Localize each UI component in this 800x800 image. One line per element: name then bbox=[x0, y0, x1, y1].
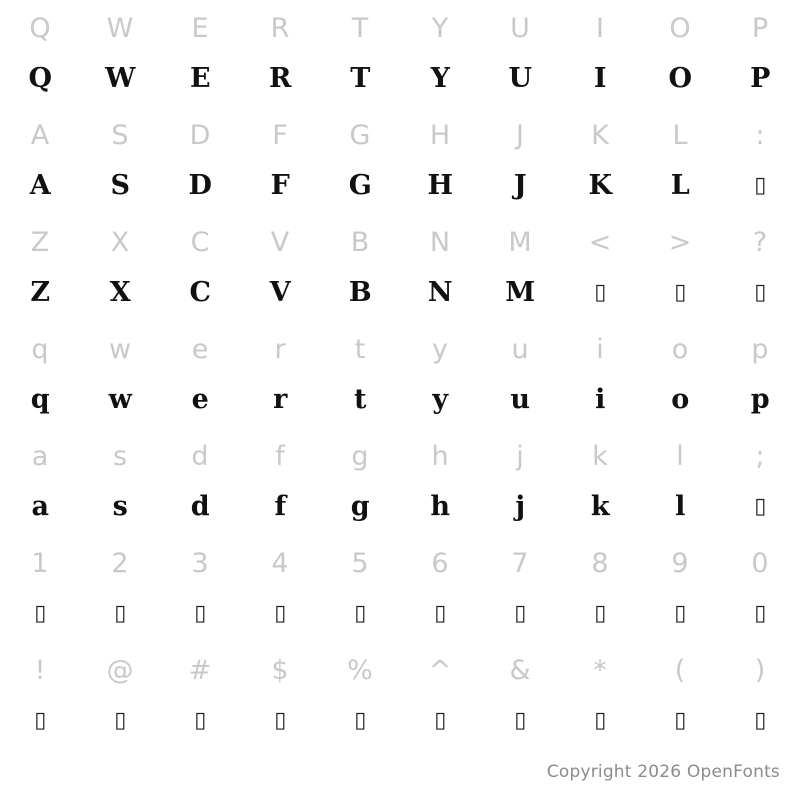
specimen-glyph: ▯ bbox=[274, 601, 286, 626]
reference-glyph: * bbox=[593, 655, 607, 686]
reference-glyph: Y bbox=[431, 13, 449, 44]
specimen-glyph: V bbox=[269, 277, 291, 308]
specimen-glyph: ▯ bbox=[434, 708, 446, 733]
reference-glyph: d bbox=[191, 441, 209, 472]
specimen-glyph: ▯ bbox=[354, 601, 366, 626]
specimen-glyph: j bbox=[515, 491, 525, 522]
reference-glyph: : bbox=[755, 120, 765, 151]
specimen-glyph: D bbox=[188, 170, 212, 201]
specimen-glyph: o bbox=[671, 384, 689, 415]
specimen-row bbox=[0, 482, 800, 532]
specimen-glyph: J bbox=[513, 170, 527, 201]
reference-glyph: S bbox=[111, 120, 129, 151]
reference-glyph: 6 bbox=[431, 548, 449, 579]
reference-glyph: s bbox=[112, 441, 128, 472]
specimen-glyph: ▯ bbox=[114, 708, 126, 733]
specimen-glyph: h bbox=[430, 491, 450, 522]
reference-glyph: ? bbox=[752, 227, 768, 258]
reference-glyph: % bbox=[347, 655, 373, 686]
specimen-glyph: ▯ bbox=[674, 280, 686, 305]
specimen-glyph: ▯ bbox=[594, 601, 606, 626]
reference-row bbox=[0, 432, 800, 482]
reference-glyph: 3 bbox=[191, 548, 209, 579]
specimen-glyph: X bbox=[109, 277, 131, 308]
reference-row bbox=[0, 539, 800, 589]
reference-row bbox=[0, 4, 800, 54]
specimen-glyph: S bbox=[110, 170, 130, 201]
specimen-glyph: W bbox=[105, 63, 135, 94]
reference-glyph: g bbox=[351, 441, 369, 472]
specimen-glyph: F bbox=[270, 170, 290, 201]
reference-glyph: R bbox=[270, 13, 290, 44]
specimen-row bbox=[0, 268, 800, 318]
specimen-glyph: ▯ bbox=[274, 708, 286, 733]
reference-glyph: f bbox=[275, 441, 285, 472]
reference-glyph: i bbox=[596, 334, 604, 365]
specimen-glyph: ▯ bbox=[34, 708, 46, 733]
specimen-glyph: ▯ bbox=[34, 601, 46, 626]
reference-row bbox=[0, 111, 800, 161]
specimen-row bbox=[0, 589, 800, 639]
reference-glyph: q bbox=[31, 334, 49, 365]
specimen-glyph: C bbox=[189, 277, 211, 308]
specimen-glyph: U bbox=[508, 63, 532, 94]
specimen-glyph: t bbox=[354, 384, 366, 415]
reference-glyph: t bbox=[354, 334, 366, 365]
reference-glyph: > bbox=[668, 227, 692, 258]
reference-glyph: I bbox=[596, 13, 604, 44]
specimen-glyph: R bbox=[269, 63, 291, 94]
reference-glyph: ( bbox=[674, 655, 686, 686]
specimen-glyph: f bbox=[274, 491, 286, 522]
reference-glyph: Z bbox=[30, 227, 50, 258]
specimen-glyph: s bbox=[112, 491, 128, 522]
specimen-glyph: I bbox=[593, 63, 607, 94]
reference-glyph: X bbox=[110, 227, 130, 258]
copyright-notice: Copyright 2026 OpenFonts bbox=[546, 762, 780, 782]
specimen-glyph: ▯ bbox=[114, 601, 126, 626]
reference-glyph: M bbox=[508, 227, 532, 258]
reference-glyph: J bbox=[516, 120, 524, 151]
specimen-glyph: ▯ bbox=[754, 601, 766, 626]
reference-glyph: T bbox=[351, 13, 369, 44]
specimen-glyph: ▯ bbox=[754, 708, 766, 733]
reference-row bbox=[0, 325, 800, 375]
specimen-glyph: P bbox=[750, 63, 770, 94]
specimen-glyph: Q bbox=[28, 63, 52, 94]
reference-glyph: V bbox=[270, 227, 290, 258]
specimen-glyph: N bbox=[427, 277, 453, 308]
reference-glyph: Q bbox=[29, 13, 51, 44]
reference-glyph: N bbox=[429, 227, 451, 258]
specimen-glyph: K bbox=[588, 170, 612, 201]
reference-glyph: 7 bbox=[511, 548, 529, 579]
specimen-glyph: B bbox=[348, 277, 372, 308]
reference-glyph: w bbox=[108, 334, 132, 365]
specimen-glyph: A bbox=[29, 170, 51, 201]
reference-glyph: ) bbox=[754, 655, 766, 686]
reference-glyph: H bbox=[429, 120, 451, 151]
specimen-glyph: q bbox=[30, 384, 50, 415]
reference-glyph: k bbox=[592, 441, 608, 472]
specimen-glyph: r bbox=[273, 384, 287, 415]
specimen-row bbox=[0, 54, 800, 104]
reference-glyph: 4 bbox=[271, 548, 289, 579]
specimen-glyph: p bbox=[750, 384, 770, 415]
specimen-glyph: ▯ bbox=[594, 708, 606, 733]
reference-glyph: & bbox=[509, 655, 531, 686]
reference-glyph: F bbox=[272, 120, 288, 151]
reference-glyph: ^ bbox=[428, 655, 452, 686]
specimen-glyph: i bbox=[595, 384, 605, 415]
specimen-glyph: e bbox=[191, 384, 209, 415]
reference-glyph: a bbox=[31, 441, 49, 472]
reference-glyph: < bbox=[588, 227, 612, 258]
reference-glyph: U bbox=[510, 13, 530, 44]
specimen-glyph: ▯ bbox=[194, 601, 206, 626]
reference-glyph: 5 bbox=[351, 548, 369, 579]
specimen-glyph: u bbox=[510, 384, 530, 415]
reference-glyph: p bbox=[751, 334, 769, 365]
specimen-glyph: G bbox=[348, 170, 372, 201]
reference-glyph: ; bbox=[755, 441, 765, 472]
reference-glyph: O bbox=[669, 13, 691, 44]
specimen-glyph: ▯ bbox=[514, 601, 526, 626]
reference-glyph: o bbox=[671, 334, 689, 365]
reference-glyph: j bbox=[516, 441, 524, 472]
reference-glyph: D bbox=[189, 120, 211, 151]
specimen-glyph: E bbox=[189, 63, 211, 94]
specimen-glyph: w bbox=[108, 384, 132, 415]
specimen-glyph: ▯ bbox=[754, 173, 766, 198]
reference-glyph: B bbox=[350, 227, 370, 258]
reference-glyph: 9 bbox=[671, 548, 689, 579]
reference-glyph: 8 bbox=[591, 548, 609, 579]
reference-glyph: h bbox=[431, 441, 449, 472]
specimen-glyph: ▯ bbox=[674, 708, 686, 733]
specimen-glyph: ▯ bbox=[514, 708, 526, 733]
reference-glyph: 2 bbox=[111, 548, 129, 579]
reference-glyph: @ bbox=[106, 655, 134, 686]
reference-glyph: K bbox=[591, 120, 609, 151]
specimen-glyph: y bbox=[432, 384, 448, 415]
specimen-glyph: ▯ bbox=[434, 601, 446, 626]
reference-glyph: E bbox=[191, 13, 209, 44]
specimen-glyph: Z bbox=[30, 277, 50, 308]
reference-row bbox=[0, 646, 800, 696]
specimen-glyph: ▯ bbox=[354, 708, 366, 733]
reference-glyph: ! bbox=[34, 655, 46, 686]
specimen-glyph: l bbox=[675, 491, 685, 522]
reference-glyph: r bbox=[274, 334, 286, 365]
reference-glyph: A bbox=[30, 120, 50, 151]
reference-glyph: $ bbox=[271, 655, 289, 686]
reference-glyph: P bbox=[751, 13, 769, 44]
specimen-glyph: ▯ bbox=[674, 601, 686, 626]
reference-glyph: L bbox=[672, 120, 688, 151]
reference-glyph: 0 bbox=[751, 548, 769, 579]
specimen-row bbox=[0, 375, 800, 425]
specimen-row bbox=[0, 161, 800, 211]
specimen-glyph: d bbox=[190, 491, 210, 522]
specimen-row bbox=[0, 696, 800, 746]
reference-glyph: u bbox=[511, 334, 529, 365]
specimen-glyph: a bbox=[31, 491, 49, 522]
specimen-glyph: g bbox=[350, 491, 370, 522]
reference-glyph: G bbox=[349, 120, 371, 151]
reference-glyph: y bbox=[432, 334, 448, 365]
specimen-glyph: ▯ bbox=[194, 708, 206, 733]
specimen-glyph: T bbox=[350, 63, 370, 94]
specimen-glyph: Y bbox=[430, 63, 450, 94]
specimen-glyph: M bbox=[505, 277, 535, 308]
reference-glyph: l bbox=[676, 441, 684, 472]
specimen-glyph: H bbox=[427, 170, 453, 201]
specimen-glyph: O bbox=[668, 63, 692, 94]
reference-glyph: # bbox=[188, 655, 212, 686]
reference-glyph: C bbox=[190, 227, 210, 258]
reference-row bbox=[0, 218, 800, 268]
reference-glyph: 1 bbox=[31, 548, 49, 579]
specimen-glyph: ▯ bbox=[754, 494, 766, 519]
specimen-glyph: ▯ bbox=[594, 280, 606, 305]
specimen-glyph: k bbox=[590, 491, 610, 522]
specimen-glyph: L bbox=[670, 170, 690, 201]
reference-glyph: e bbox=[191, 334, 209, 365]
reference-glyph: W bbox=[106, 13, 134, 44]
specimen-glyph: ▯ bbox=[754, 280, 766, 305]
